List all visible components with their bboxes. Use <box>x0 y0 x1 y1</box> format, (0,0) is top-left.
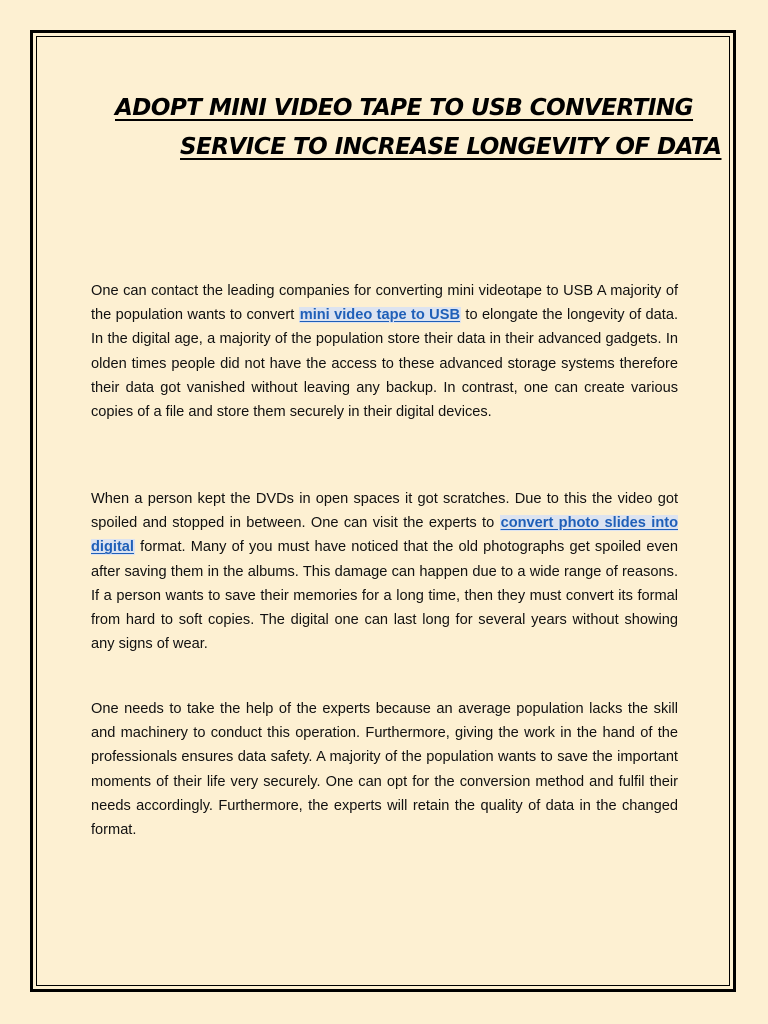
paragraph-1-text-after: to elongate the longevity of data. In the digital age, a majority of the population store their data in their advanced gadgets. In olden times people did not have the access to these advanced storage systems therefore their data got vanished without leaving any backup. In contrast, one can create various copies of a file and store them securely in their digital devices. <box>91 307 678 421</box>
paragraph-2 <box>91 487 678 656</box>
paragraph-3: One needs to take the help of the experts because an average population lacks the skill and machinery to conduct this operation. Furthermore, giving the work in the hand of the professionals ensures data safety. A majority of the population wants to save the important moments of their life very securely. One can opt for the conversion method and fulfil their needs accordingly. Furthermore, the experts will retain the quality of data in the changed format. <box>91 701 678 839</box>
link-convert-photo-slides-into-digital[interactable]: convert photo slides into digital <box>91 515 679 556</box>
paragraph-1 <box>91 279 678 424</box>
title-line-1: ADOPT MINI VIDEO TAPE TO USB CONVERTING <box>115 95 694 121</box>
paragraph-1-text-before: One can contact the leading companies for converting mini videotape to USB A majority of the population wants to convert <box>91 283 678 324</box>
link-mini-video-tape-to-usb[interactable]: mini video tape to USB <box>299 307 460 324</box>
paragraph-2-text-after: format. Many of you must have noticed that the old photographs get spoiled even after saving them in the albums. This damage can happen due to a wide range of reasons. If a person wants to save their memories for a long time, then they must convert its formal from hard to soft copies. The digital one can last long for several years without showing any signs of wear. <box>91 539 678 653</box>
title-line-2: SERVICE TO INCREASE LONGEVITY OF DATA <box>180 134 722 160</box>
paragraph-2-text-before: When a person kept the DVDs in open spaces it got scratches. Due to this the video got spoiled and stopped in between. One can visit the experts to <box>91 491 678 532</box>
